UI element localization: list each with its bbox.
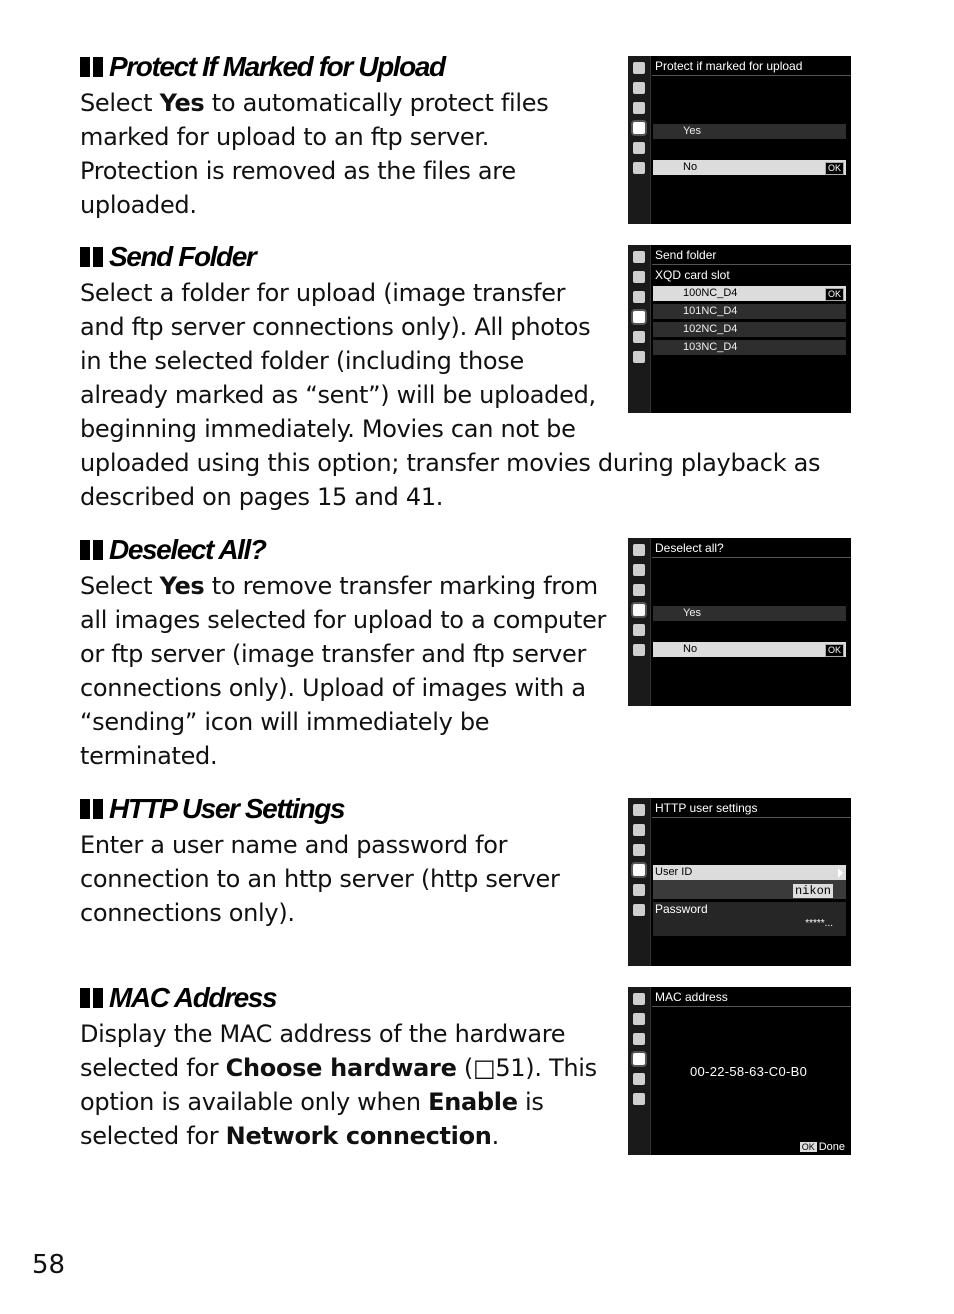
menu-tab-icons [628,56,651,224]
section-heading [80,531,610,569]
screen-subtitle: XQD card slot [655,268,730,282]
section-body: Select a folder for upload (image transfer and ftp server connections only). All photos in the selected folder (including those already marked as “sent”) will be uploaded, beginning immediately. Movies can not be uploaded using this option; transfer movies during playback as described on pages 15 and 41. [80,279,821,511]
mac-address-value: 00-22-58-63-C0-B0 [690,1064,808,1079]
ok-icon: OK [801,1142,815,1152]
heading-text: Protect If Marked for Upload [109,51,445,82]
option-yes: Yes [653,124,846,139]
section-body: Select Yes to remove transfer marking from all images selected for upload to a computer or ftp server (image transfer and ftp server connections only). Upload of images with a “sending” icon will immediately be terminated. [80,572,607,770]
ok-icon: OK [825,162,844,175]
heading-text: Send Folder [109,241,256,272]
screen-title: HTTP user settings [655,801,758,815]
lcd-screen-http [628,798,851,966]
lcd-screen-deselect [628,538,851,706]
heading-bullet-icon [80,799,103,819]
heading-bullet-icon [80,540,103,560]
ok-icon: OK [825,644,844,657]
screen-title: Deselect all? [655,541,724,555]
password-value: *****... [805,918,833,929]
folder-item: 102NC_D4 [653,322,846,337]
section-body: Select Yes to automatically protect files marked for upload to an ftp server. Protection is removed as the files are uploaded. [80,89,549,219]
arrow-right-icon [838,868,843,878]
menu-tab-icons [628,987,651,1155]
folder-item: 103NC_D4 [653,340,846,355]
section-body: Display the MAC address of the hardware selected for Choose hardware (□51). This option is available only when Enable is selected for Network connection. [80,1020,597,1150]
option-no: No OK [653,160,846,175]
screen-title: Send folder [655,248,717,262]
lcd-screen-mac [628,987,851,1155]
section-protect-upload [80,48,610,222]
page-ref-icon: □51 [472,1054,526,1082]
lcd-screen-send-folder [628,245,851,413]
heading-bullet-icon [80,57,103,77]
folder-item: 100NC_D4 OK [653,286,846,301]
section-mac-address [80,979,600,1153]
heading-text: MAC Address [109,982,277,1013]
section-heading [80,48,610,86]
screen-title: Protect if marked for upload [655,59,803,73]
section-deselect-all [80,531,610,773]
section-heading [80,790,580,828]
heading-text: HTTP User Settings [109,793,345,824]
option-no: No OK [653,642,846,657]
menu-tab-icons [628,538,651,706]
section-heading [80,979,600,1017]
lcd-screen-protect [628,56,851,224]
menu-tab-icons [628,798,651,966]
page-number: 58 [32,1250,66,1280]
heading-bullet-icon [80,988,103,1008]
menu-tab-icons [628,245,651,413]
password-label: Password [655,902,708,916]
section-http-user [80,790,580,930]
ok-icon: OK [825,288,844,301]
heading-text: Deselect All? [109,534,266,565]
section-body: Enter a user name and password for connection to an http server (http server connections only). [80,831,560,927]
done-hint: OK Done [801,1141,845,1153]
option-yes: Yes [653,606,846,621]
heading-bullet-icon [80,247,103,267]
screen-title: MAC address [655,990,728,1004]
folder-item: 101NC_D4 [653,304,846,319]
user-id-row: User ID [653,865,846,880]
user-id-value: nikon [794,884,831,898]
